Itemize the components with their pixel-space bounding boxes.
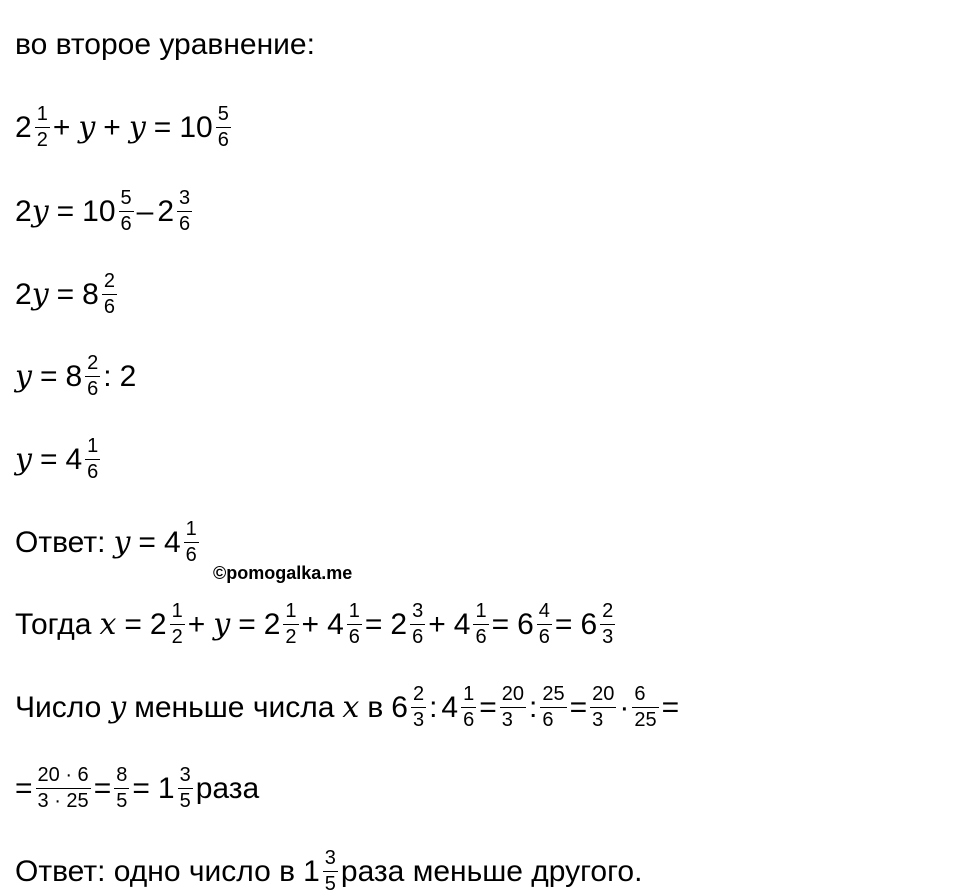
fraction: $\frac{2}{3}$ — [412, 683, 425, 731]
coefficient: 2 — [15, 277, 32, 311]
variable-y: y — [31, 276, 49, 312]
plus-sign: + — [187, 607, 206, 641]
division-sign: : — [429, 690, 438, 724]
fraction: $\frac{1}{6}$ — [348, 600, 360, 648]
variable-y: y — [109, 689, 127, 725]
whole-number: 10 — [82, 194, 116, 228]
text-fragment: меньше числа — [134, 690, 335, 724]
result-line — [15, 764, 259, 813]
whole-number: 4 — [327, 607, 344, 641]
whole-number: 4 — [163, 525, 181, 559]
plus-sign: + — [103, 110, 121, 144]
answer-2 — [15, 847, 642, 895]
fraction: $\frac{8}{5}$ — [116, 764, 128, 812]
equals-sign: = — [554, 607, 573, 641]
fraction: $\frac{1}{6}$ — [475, 600, 487, 648]
whole-number: 2 — [263, 607, 281, 641]
equals-sign: = — [132, 771, 150, 805]
equation-3 — [15, 270, 120, 319]
equals-sign: = — [491, 607, 510, 641]
whole-number: 1 — [157, 771, 175, 805]
answer-text: раза меньше другого. — [340, 854, 643, 888]
answer-1 — [15, 518, 202, 567]
equals-sign: = — [93, 771, 112, 805]
whole-number: 8 — [82, 277, 99, 311]
variable-y: y — [78, 109, 96, 145]
fraction: $\frac{3}{5}$ — [324, 847, 336, 895]
fraction: $\frac{1}{6}$ — [463, 683, 475, 731]
equals-sign: = — [238, 607, 256, 641]
multiplication-sign: · — [619, 690, 630, 724]
whole-number: 2 — [390, 607, 408, 641]
division-sign: : — [529, 690, 538, 724]
fraction: $\frac{20 \cdot 6}{3 \cdot 25}$ — [37, 764, 89, 812]
whole-number: 8 — [65, 359, 83, 393]
whole-number: 6 — [391, 690, 408, 724]
fraction: $\frac{2}{3}$ — [602, 600, 614, 648]
whole-number: 4 — [65, 442, 83, 476]
variable-y: y — [128, 109, 146, 145]
equals-sign: = — [56, 194, 75, 228]
equals-sign: = — [661, 690, 680, 724]
plus-sign: + — [428, 607, 446, 641]
answer-text: Ответ: одно число в — [15, 854, 296, 888]
whole-number: 2 — [157, 194, 175, 228]
whole-number: 10 — [179, 110, 213, 144]
coefficient: 2 — [15, 194, 32, 228]
whole-number: 1 — [303, 854, 320, 888]
fraction: $\frac{3}{5}$ — [179, 764, 191, 812]
fraction: $\frac{1}{6}$ — [87, 435, 99, 483]
intro-line — [15, 27, 315, 63]
whole-number: 2 — [119, 359, 137, 393]
equals-sign: = — [138, 525, 156, 559]
intro-text: во второе уравнение: — [15, 28, 315, 61]
fraction: $\frac{2}{6}$ — [87, 352, 99, 400]
equals-sign: = — [364, 607, 383, 641]
equation-4 — [15, 352, 136, 401]
fraction: $\frac{4}{6}$ — [538, 600, 550, 648]
text-fragment: в — [367, 690, 384, 724]
text-fragment: Число — [15, 690, 102, 724]
variable-y: y — [213, 606, 231, 642]
fraction: $\frac{5}{6}$ — [120, 187, 132, 235]
fraction: $\frac{1}{2}$ — [36, 103, 48, 151]
equals-sign: = — [39, 442, 58, 476]
equals-sign: = — [56, 277, 75, 311]
then-label: Тогда — [15, 607, 92, 641]
division-sign: : — [103, 359, 112, 393]
equals-sign: = — [479, 690, 497, 724]
whole-number: 2 — [15, 110, 32, 144]
compare-line — [15, 683, 679, 732]
variable-y: y — [113, 524, 131, 560]
equals-sign: = — [15, 771, 33, 805]
fraction: $\frac{3}{6}$ — [412, 600, 424, 648]
fraction: $\frac{1}{6}$ — [185, 518, 197, 566]
variable-y: y — [15, 441, 32, 477]
plus-sign: + — [52, 110, 71, 144]
fraction: $\frac{1}{2}$ — [171, 600, 183, 648]
fraction: $\frac{20}{3}$ — [592, 683, 615, 731]
whole-number: 6 — [517, 607, 534, 641]
fraction: $\frac{1}{2}$ — [285, 600, 297, 648]
equals-sign: = — [124, 607, 142, 641]
variable-y: y — [31, 193, 49, 229]
whole-number: 4 — [441, 690, 459, 724]
equation-5 — [15, 435, 103, 484]
variable-x: x — [342, 689, 360, 725]
fraction: $\frac{2}{6}$ — [103, 270, 115, 318]
whole-number: 6 — [580, 607, 598, 641]
then-line — [15, 600, 618, 649]
minus-sign: – — [136, 194, 154, 228]
fraction: $\frac{20}{3}$ — [501, 683, 525, 731]
equals-sign: = — [39, 359, 58, 393]
text-fragment: раза — [195, 771, 260, 805]
equals-sign: = — [153, 110, 172, 144]
variable-x: x — [99, 606, 117, 642]
answer-label: Ответ: — [15, 525, 106, 559]
equation-1 — [15, 103, 234, 152]
fraction: $\frac{25}{6}$ — [542, 683, 565, 731]
equals-sign: = — [569, 690, 588, 724]
whole-number: 2 — [149, 607, 167, 641]
equation-2 — [15, 187, 195, 236]
variable-y: y — [15, 358, 32, 394]
watermark: ©pomogalka.me — [213, 563, 353, 583]
fraction: $\frac{5}{6}$ — [217, 103, 229, 151]
fraction: $\frac{6}{25}$ — [634, 683, 657, 731]
fraction: $\frac{3}{6}$ — [179, 187, 191, 235]
whole-number: 4 — [453, 607, 471, 641]
plus-sign: + — [301, 607, 320, 641]
